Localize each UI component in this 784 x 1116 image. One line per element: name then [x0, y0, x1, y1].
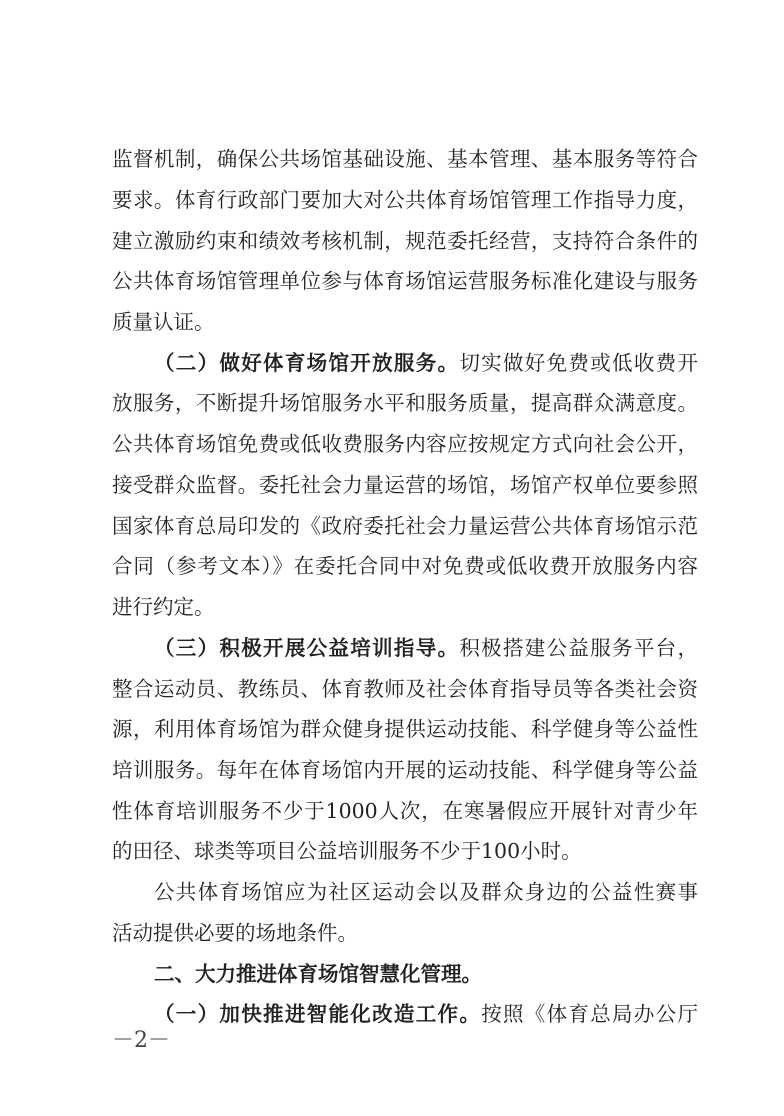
- paragraph-line: 源，利用体育场馆为群众健身提供运动技能、科学健身等公益性: [112, 717, 698, 741]
- paragraph-line: 公共体育场馆管理单位参与体育场馆运营服务标准化建设与服务: [112, 269, 698, 293]
- paragraph-line: 公共体育场馆应为社区运动会以及群众身边的公益性赛事: [154, 880, 698, 904]
- paragraph-line: 活动提供必要的场地条件。: [112, 921, 358, 945]
- section-heading-line: （二）做好体育场馆开放服务。切实做好免费或低收费开: [154, 351, 698, 375]
- paragraph-line: 监督机制，确保公共场馆基础设施、基本管理、基本服务等符合: [112, 147, 698, 171]
- section-heading-line: [154, 961, 698, 987]
- paragraph-line: 建立激励约束和绩效考核机制，规范委托经营，支持符合条件的: [112, 229, 698, 253]
- paragraph-line: 国家体育总局印发的《政府委托社会力量运营公共体育场馆示范: [112, 514, 698, 538]
- paragraph-line: 放服务，不断提升场馆服务水平和服务质量，提高群众满意度。: [112, 391, 698, 415]
- section-heading: （二）做好体育场馆开放服务。: [154, 351, 460, 375]
- paragraph-line: 公共体育场馆免费或低收费服务内容应按规定方式向社会公开，: [112, 432, 698, 456]
- paragraph-line: 质量认证。: [112, 310, 215, 334]
- section-heading: （一）加快推进智能化改造工作。: [154, 1002, 482, 1026]
- page-number: －2－: [112, 1028, 170, 1053]
- paragraph-line: 合同（参考文本）》在委托合同中对免费或低收费开放服务内容: [112, 554, 698, 578]
- section-heading-line: （三）积极开展公益培训指导。积极搭建公益服务平台，: [154, 636, 698, 660]
- paragraph-line: 接受群众监督。委托社会力量运营的场馆，场馆产权单位要参照: [112, 473, 698, 497]
- paragraph-line: 培训服务。每年在体育场馆内开展的运动技能、科学健身等公益: [112, 758, 698, 782]
- paragraph-line: 要求。体育行政部门要加大对公共体育场馆管理工作指导力度，: [112, 188, 698, 212]
- section-heading: 二、大力推进体育场馆智慧化管理。: [154, 962, 482, 986]
- paragraph-line: 进行约定。: [112, 595, 215, 619]
- paragraph-line: 整合运动员、教练员、体育教师及社会体育指导员等各类社会资: [112, 677, 698, 701]
- section-heading-line: （一）加快推进智能化改造工作。按照《体育总局办公厅: [154, 1002, 698, 1026]
- paragraph-line: 性体育培训服务不少于1000人次，在寒暑假应开展针对青少年: [112, 799, 698, 823]
- paragraph-line: 的田径、球类等项目公益培训服务不少于100小时。: [112, 839, 582, 863]
- section-heading: （三）积极开展公益培训指导。: [154, 636, 460, 660]
